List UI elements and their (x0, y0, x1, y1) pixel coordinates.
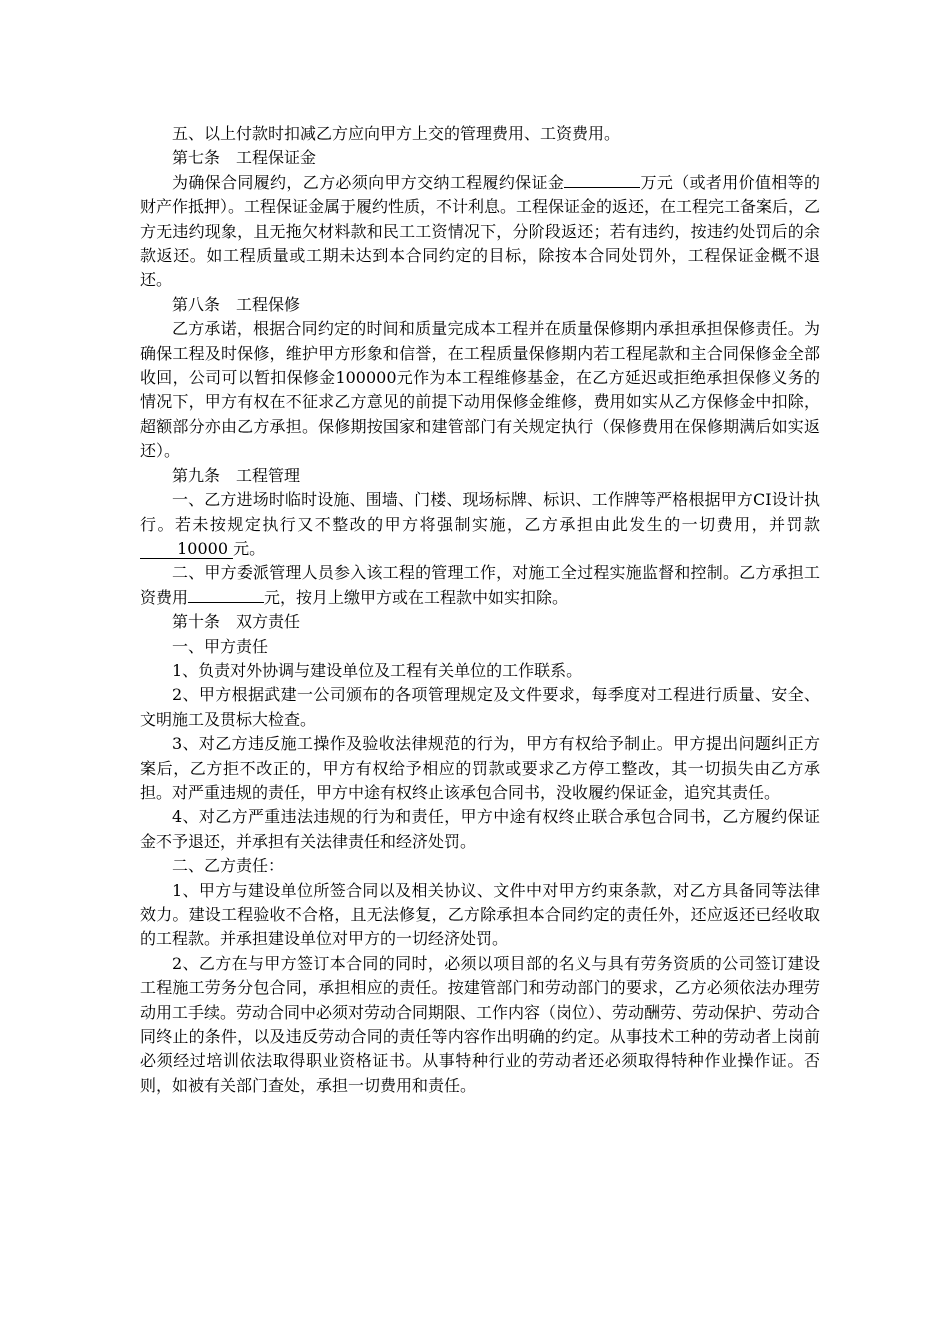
paragraph-management-staff (140, 561, 820, 610)
party-a-heading: 一、甲方责任 (172, 636, 269, 656)
party-b-heading: 二、乙方责任： (172, 856, 285, 876)
article-9-heading: 第九条 工程管理 (172, 465, 301, 485)
party-b-item-1: 1、甲方与建设单位所签合同以及相关协议、文件中对甲方约束条款，对乙方具备同等法律效力。建设工程验收不合格，且无法修复，乙方除承担本合同约定的责任外，还应返还已经收取的工程款。并承担建设单位对甲方的一切经济处罚。 (140, 880, 820, 949)
article-7-heading: 第七条 工程保证金 (172, 148, 317, 168)
guarantee-text-a: 为确保合同履约，乙方必须向甲方交纳工程履约保证金 (172, 172, 565, 192)
fine-amount: 10000 (140, 540, 233, 559)
party-a-item-3: 3、对乙方违反施工操作及验收法律规范的行为，甲方有权给予制止。甲方提出问题纠正方案后，乙方拒不改正的，甲方有权给予相应的罚款或要求乙方停工整改，其一切损失由乙方承担。对严重违规的责任，甲方中途有权终止该承包合同书，没收履约保证金，追究其责任。 (140, 734, 820, 802)
guarantee-amount-blank[interactable] (564, 187, 640, 188)
party-a-item-2: 2、甲方根据武建一公司颁布的各项管理规定及文件要求，每季度对工程进行质量、安全、文明施工及贯标大检查。 (140, 685, 820, 729)
article-8-heading: 第八条 工程保修 (172, 294, 301, 314)
paragraph-payment-deduction: 五、以上付款时扣减乙方应向甲方上交的管理费用、工资费用。 (172, 124, 621, 143)
party-b-item-2: 2、乙方在与甲方签订本合同的同时，必须以项目部的名义与具有劳务资质的公司签订建设工程施工劳务分包合同，承担相应的责任。按建管部门和劳动部门的要求，乙方必须依法办理劳动用工手续。劳动合同中必须对劳动合同期限、工作内容（岗位）、劳动酬劳、劳动保护、劳动合同终止的条件，以及违反劳动合同的责任等内容作出明确的约定。从事技术工种的劳动者上岗前必须经过培训依法取得职业资格证书。从事特种行业的劳动者还必须取得特种作业操作证。否则，如被有关部门查处，承担一切费用和责任。 (140, 953, 821, 1095)
paragraph-guarantee-deposit (140, 171, 820, 293)
site-text-a: 一、乙方进场时临时设施、围墙、门楼、现场标牌、标识、工作牌等严格根据甲方CI设计执行。若未按规定执行又不整改的甲方将强制实施，乙方承担由此发生的一切费用，并罚款 (140, 490, 820, 534)
party-a-item-4: 4、对乙方严重违法违规的行为和责任，甲方中途有权终止联合承包合同书，乙方履约保证金不予退还，并承担有关法律责任和经济处罚。 (140, 807, 820, 851)
site-text-b: 元。 (233, 538, 266, 558)
document-page (140, 122, 820, 1098)
staff-text-a: 二、甲方委派管理人员参入该工程的管理工作，对施工全过程实施监督和控制。乙方承担工资费用 (140, 563, 820, 607)
salary-amount-blank[interactable] (188, 602, 264, 603)
party-a-item-1: 1、负责对外协调与建设单位及工程有关单位的工作联系。 (172, 660, 583, 680)
article-10-heading: 第十条 双方责任 (172, 612, 301, 632)
paragraph-warranty: 乙方承诺，根据合同约定的时间和质量完成本工程并在质量保修期内承担承担保修责任。为确保工程及时保修，维护甲方形象和信誉，在工程质量保修期内若工程尾款和主合同保修金全部收回，公司可以暂扣保修金100000元作为本工程维修基金，在乙方延迟或拒绝承担保修义务的情况下，甲方有权在不征求乙方意见的前提下动用保修金维修，费用如实从乙方保修金中扣除，超额部分亦由乙方承担。保修期按国家和建管部门有关规定执行（保修费用在保修期满后如实返还）。 (140, 319, 820, 461)
guarantee-text-b: 万元（或者用价值相等的财产作抵押）。工程保证金属于履约性质，不计利息。工程保证金的返还，在工程完工备案后，乙方无违约现象，且无拖欠材料款和民工工资情况下，分阶段返还；若有违约，按违约处罚后的余款返还。如工程质量或工期未达到本合同约定的目标，除按本合同处罚外，工程保证金概不退还。 (140, 172, 821, 290)
staff-text-b: 元，按月上缴甲方或在工程款中如实扣除。 (264, 587, 569, 607)
paragraph-site-facilities (140, 488, 820, 561)
